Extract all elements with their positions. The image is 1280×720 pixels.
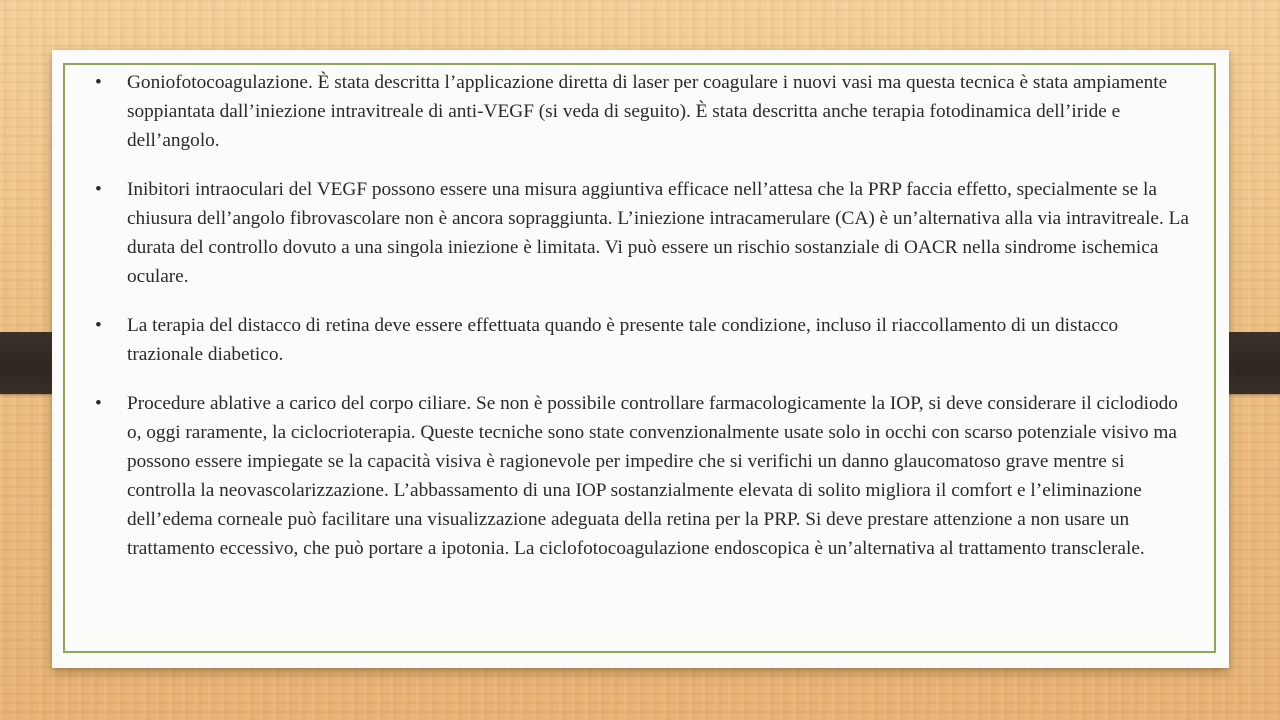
bullet-text: La terapia del distacco di retina deve essere effettuata quando è presente tale condizione, incluso il riaccollamento di un distacco trazionale diabetico.	[127, 315, 1119, 365]
bullet-item-procedure-ablative	[95, 389, 1195, 563]
bullet-item-distacco-retina	[95, 311, 1195, 369]
bullet-text: Inibitori intraoculari del VEGF possono essere una misura aggiuntiva efficace nell’attesa che la PRP faccia effetto, specialmente se la chiusura dell’angolo fibrovascolare non è ancora sopraggiunta. L’iniezione intracamerulare (CA) è un’alternativa alla via intravitreale. La durata del controllo dovuto a una singola iniezione è limitata. Vi può essere un rischio sostanziale di OACR nella sindrome ischemica oculare.	[127, 179, 1189, 287]
bullet-marker: •	[95, 72, 102, 93]
bullet-text: Goniofotocoagulazione. È stata descritta l’applicazione diretta di laser per coagulare i nuovi vasi ma questa tecnica è stata ampiamente soppiantata dall’iniezione intravitreale di anti-VEGF (si veda di seguito). È stata descritta anche terapia fotodinamica dell’iride e dell’angolo.	[127, 72, 1168, 151]
bullet-marker: •	[95, 179, 102, 200]
bullet-item-inibitori-vegf	[95, 175, 1195, 291]
slide-paper	[52, 50, 1229, 668]
bullet-marker: •	[95, 393, 102, 414]
bullet-list	[95, 68, 1195, 563]
bullet-item-goniofotocoagulazione	[95, 68, 1195, 155]
bullet-marker: •	[95, 315, 102, 336]
bullet-text: Procedure ablative a carico del corpo ciliare. Se non è possibile controllare farmacologicamente la IOP, si deve considerare il ciclodiodo o, oggi raramente, la ciclocrioterapia. Queste tecniche sono state convenzionalmente usate solo in occhi con scarso potenziale visivo ma possono essere impiegate se la capacità visiva è ragionevole per impedire che si verifichi un danno glaucomatoso grave mentre si controlla la neovascolarizzazione. L’abbassamento di una IOP sostanzialmente elevata di solito migliora il comfort e l’eliminazione dell’edema corneale può facilitare una visualizzazione adeguata della retina per la PRP. Si deve prestare attenzione a non usare un trattamento eccessivo, che può portare a ipotonia. La ciclofotocoagulazione endoscopica è un’alternativa al trattamento transclerale.	[127, 393, 1178, 559]
